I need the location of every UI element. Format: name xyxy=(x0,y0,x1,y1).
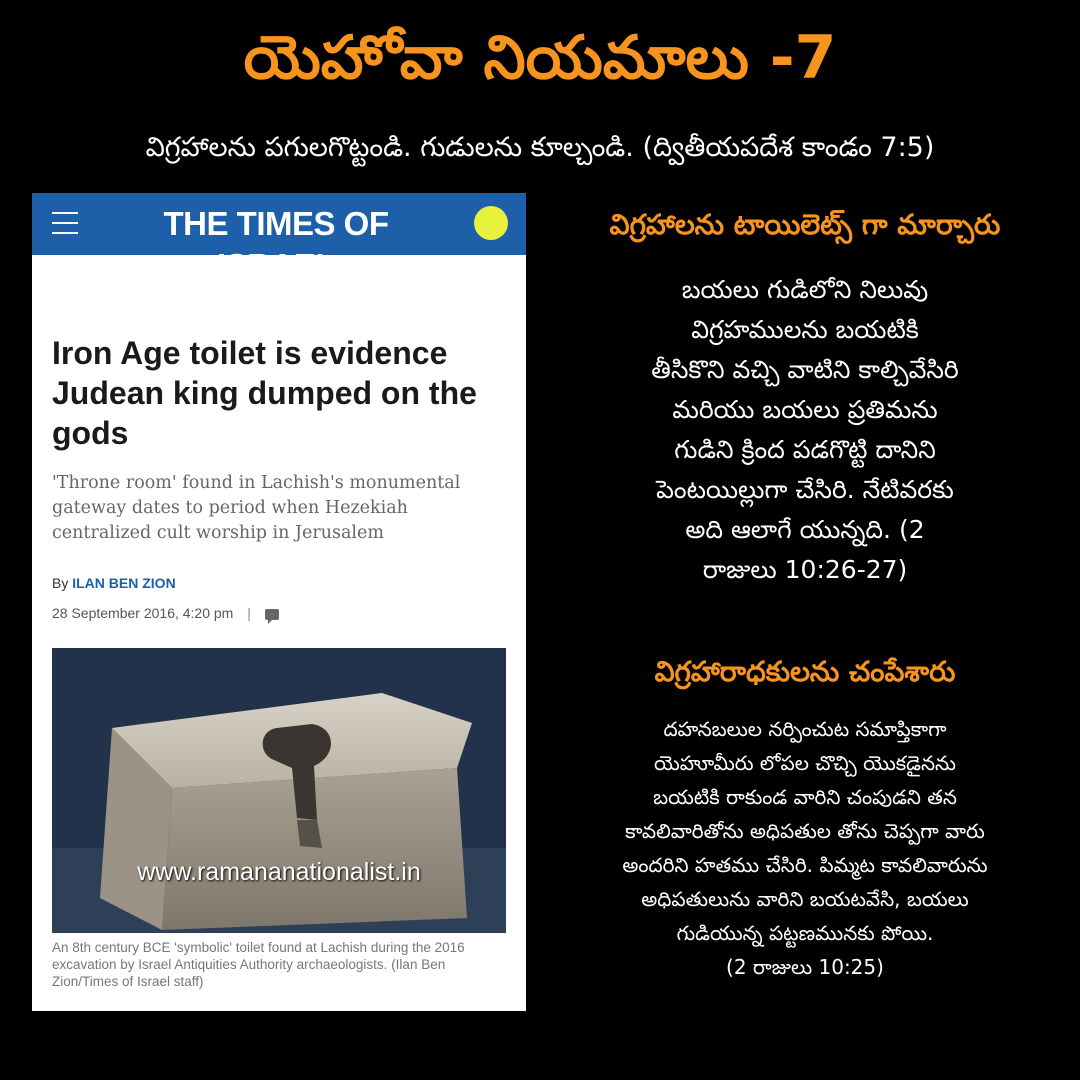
section1-line: పెంటయిల్లుగా చేసిరి. నేటివరకు xyxy=(656,475,954,504)
section1-line: బయలు గుడిలోని నిలువు xyxy=(681,275,929,304)
article-headline[interactable]: Iron Age toilet is evidence Judean king dumped on the gods xyxy=(52,335,477,451)
section2-body xyxy=(540,712,1070,984)
stone-toilet-image xyxy=(52,648,506,933)
section2-line: యెహూమీరు లోపల చొచ్చి యొకడైనను xyxy=(654,751,956,775)
byline xyxy=(52,575,492,591)
section1-line: తీసికొని వచ్చి వాటిని కాల్చివేసిరి xyxy=(651,355,959,384)
watermark-url: www.ramananationalist.in xyxy=(137,858,421,886)
section2-line: కావలివారితోను అధిపతుల తోను చెప్పగా వారు xyxy=(625,819,985,843)
article-card xyxy=(32,193,526,1011)
photo-caption: An 8th century BCE 'symbolic' toilet found at Lachish during the 2016 excavation by Israel Antiquities Authority archaeologists. (Ilan Ben Zion/Times of Israel staff) xyxy=(52,940,465,989)
section1-line: రాజులు 10:26-27) xyxy=(702,555,908,584)
byline-prefix: By xyxy=(52,575,69,591)
site-header xyxy=(32,193,526,284)
section1-line: గుడిని క్రింద పడగొట్టి దానిని xyxy=(674,435,936,464)
comment-icon[interactable] xyxy=(265,609,279,620)
publish-date: 28 September 2016, 4:20 pm xyxy=(52,605,234,621)
section1-body xyxy=(540,270,1070,590)
section1-line: విగ్రహములను బయటికి xyxy=(691,315,919,344)
page-title: యెహోవా నియమాలు -7 xyxy=(243,23,837,93)
section1-line: అది ఆలాగే యున్నది. (2 xyxy=(685,515,925,544)
page-subtitle: విగ్రహాలను పగులగొట్టండి. గుడులను కూల్చండి. (ద్వితీయపదేశ కాండం 7:5) xyxy=(145,132,935,163)
section2-line: అధిపతులును వారిని బయటవేసి, బయలు xyxy=(641,887,969,911)
article-standfirst: 'Throne room' found in Lachish's monumental gateway dates to period when Hezekiah centralized cult worship in Jerusalem xyxy=(52,473,461,543)
section2-line: (2 రాజులు 10:25) xyxy=(726,955,884,979)
status-dot-icon[interactable] xyxy=(474,206,508,240)
section1-line: మరియు బయలు ప్రతిమను xyxy=(672,395,938,424)
article-photo xyxy=(52,648,506,933)
author-link[interactable]: ILAN BEN ZION xyxy=(72,575,176,591)
section2-line: దహనబలుల నర్పించుట సమాప్తికాగా xyxy=(663,717,947,741)
date-separator: | xyxy=(247,605,251,621)
section2-line: బయటికి రాకుండ వారిని చంపుడని తన xyxy=(653,785,957,809)
section2-heading: విగ్రహారాధకులను చంపేశారు xyxy=(654,655,956,688)
site-logo[interactable]: THE TIMES OF ISRAEL xyxy=(163,205,389,284)
menu-icon[interactable] xyxy=(52,212,78,234)
section2-line: అందరిని హతము చేసిరి. పిమ్మట కావలివారును xyxy=(622,853,988,877)
section2-line: గుడియున్న పట్టణమునకు పోయి. xyxy=(676,921,934,945)
section1-heading: విగ్రహాలను టాయిలెట్స్ గా మార్చారు xyxy=(609,208,1001,241)
dateline xyxy=(52,605,492,621)
